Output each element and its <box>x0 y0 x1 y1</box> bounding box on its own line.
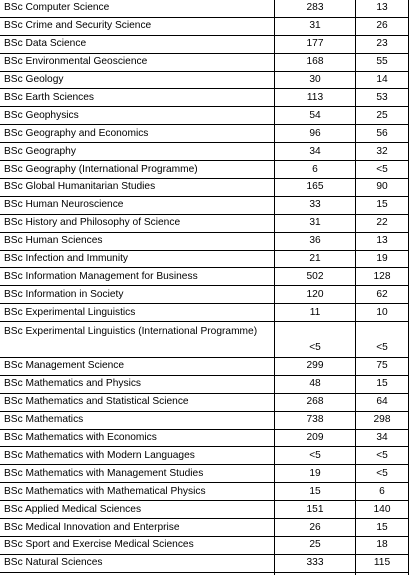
value-cell-col2: 333 <box>306 557 324 569</box>
course-name-cell: BSc Mathematics with Management Studies <box>4 467 204 479</box>
value-cell-col3: 64 <box>376 396 388 408</box>
value-cell-col3: 75 <box>376 360 388 372</box>
course-name-cell: BSc Information in Society <box>4 288 124 300</box>
value-cell-col2: 15 <box>309 485 321 497</box>
value-cell-col2: <5 <box>309 449 321 461</box>
value-cell-col2: 120 <box>306 288 324 300</box>
table-row <box>0 286 409 304</box>
value-cell-col2: 25 <box>309 539 321 551</box>
value-cell-col3: <5 <box>376 449 388 461</box>
value-cell-col3: 56 <box>376 127 388 139</box>
value-cell-col3: 13 <box>376 2 388 14</box>
value-cell-col3: 23 <box>376 38 388 50</box>
value-cell-col2: 165 <box>306 181 324 193</box>
course-name-cell: BSc Human Sciences <box>4 235 103 247</box>
value-cell-col2: 96 <box>309 127 321 139</box>
value-cell-col2: 34 <box>309 145 321 157</box>
value-cell-col2: 209 <box>306 432 324 444</box>
course-name-cell: BSc Mathematics and Physics <box>4 378 142 390</box>
value-cell-col2: 26 <box>309 521 321 533</box>
value-cell-col3: 128 <box>373 270 391 282</box>
course-name-cell: BSc Crime and Security Science <box>4 20 152 32</box>
table-row <box>0 304 409 322</box>
table-row <box>0 0 409 18</box>
table-row <box>0 90 409 108</box>
value-cell-col2: 113 <box>306 91 324 103</box>
course-name-cell: BSc Mathematics with Economics <box>4 432 157 444</box>
value-cell-col3: <5 <box>376 467 388 479</box>
table-row <box>0 483 409 501</box>
value-cell-col3: 32 <box>376 145 388 157</box>
value-cell-col3: 25 <box>376 109 388 121</box>
table-row <box>0 233 409 251</box>
course-name-cell: BSc Mathematics with Mathematical Physics <box>4 485 206 497</box>
table-row <box>0 215 409 233</box>
table-row <box>0 465 409 483</box>
value-cell-col2: 283 <box>306 2 324 14</box>
table-row <box>0 448 409 466</box>
value-cell-col3: 115 <box>373 557 391 569</box>
value-cell-col3: 15 <box>376 521 388 533</box>
course-name-cell: BSc Infection and Immunity <box>4 253 129 265</box>
table-row <box>0 36 409 54</box>
value-cell-col2: 177 <box>306 38 324 50</box>
value-cell-col3: 22 <box>376 217 388 229</box>
course-name-cell: BSc Computer Science <box>4 2 110 14</box>
value-cell-col2: 36 <box>309 235 321 247</box>
value-cell-col3: 15 <box>376 199 388 211</box>
table-row <box>0 143 409 161</box>
value-cell-col2: 151 <box>306 503 324 515</box>
course-name-cell: BSc Earth Sciences <box>4 91 95 103</box>
course-name-cell: BSc History and Philosophy of Science <box>4 217 181 229</box>
course-name-cell: BSc Environmental Geoscience <box>4 56 148 68</box>
value-cell-col2: 268 <box>306 396 324 408</box>
value-cell-col2: 30 <box>309 74 321 86</box>
value-cell-col3: 62 <box>376 288 388 300</box>
table-row <box>0 430 409 448</box>
value-cell-col3: 140 <box>373 503 391 515</box>
course-name-cell: BSc Experimental Linguistics (International Programme) <box>4 326 258 338</box>
table-row <box>0 412 409 430</box>
value-cell-col2: 738 <box>306 414 324 426</box>
table-row <box>0 269 409 287</box>
value-cell-col2: <5 <box>309 341 321 353</box>
course-name-cell: BSc Geography <box>4 145 76 157</box>
value-cell-col2: 19 <box>309 467 321 479</box>
value-cell-col3: 10 <box>376 306 388 318</box>
value-cell-col2: 21 <box>309 253 321 265</box>
value-cell-col3: 53 <box>376 91 388 103</box>
table-row <box>0 54 409 72</box>
course-name-cell: BSc Mathematics with Modern Languages <box>4 449 195 461</box>
value-cell-col3: 18 <box>376 539 388 551</box>
value-cell-col2: 299 <box>306 360 324 372</box>
course-name-cell: BSc Information Management for Business <box>4 270 198 282</box>
course-name-cell: BSc Geophysics <box>4 109 79 121</box>
table-row <box>0 376 409 394</box>
table-row <box>0 125 409 143</box>
course-name-cell: BSc Management Science <box>4 360 125 372</box>
value-cell-col3: 14 <box>376 74 388 86</box>
value-cell-col3: <5 <box>376 341 388 353</box>
value-cell-col2: 54 <box>309 109 321 121</box>
table-row <box>0 251 409 269</box>
value-cell-col3: 19 <box>376 253 388 265</box>
table-row <box>0 519 409 537</box>
value-cell-col2: 6 <box>312 163 318 175</box>
value-cell-col2: 31 <box>309 217 321 229</box>
value-cell-col3: 90 <box>376 181 388 193</box>
table-row <box>0 197 409 215</box>
table-row <box>0 322 409 358</box>
value-cell-col2: 11 <box>309 306 321 318</box>
table-row <box>0 537 409 555</box>
table-row <box>0 161 409 179</box>
table-row <box>0 72 409 90</box>
value-cell-col3: 26 <box>376 20 388 32</box>
value-cell-col3: 6 <box>379 485 385 497</box>
course-name-cell: BSc Geography (International Programme) <box>4 163 198 175</box>
table-row <box>0 501 409 519</box>
course-name-cell: BSc Human Neuroscience <box>4 199 124 211</box>
course-name-cell: BSc Applied Medical Sciences <box>4 503 142 515</box>
value-cell-col3: <5 <box>376 163 388 175</box>
value-cell-col2: 168 <box>306 56 324 68</box>
table-row <box>0 18 409 36</box>
course-name-cell: BSc Natural Sciences <box>4 557 103 569</box>
value-cell-col3: 13 <box>376 235 388 247</box>
course-name-cell: BSc Global Humanitarian Studies <box>4 181 156 193</box>
table-row <box>0 107 409 125</box>
value-cell-col2: 48 <box>309 378 321 390</box>
course-name-cell: BSc Data Science <box>4 38 87 50</box>
table-row <box>0 179 409 197</box>
course-name-cell: BSc Mathematics <box>4 414 84 426</box>
table-row <box>0 358 409 376</box>
value-cell-col3: 298 <box>373 414 391 426</box>
table-row <box>0 555 409 573</box>
value-cell-col2: 31 <box>309 20 321 32</box>
course-name-cell: BSc Geography and Economics <box>4 127 149 139</box>
table-row <box>0 394 409 412</box>
course-name-cell: BSc Mathematics and Statistical Science <box>4 396 189 408</box>
value-cell-col3: 15 <box>376 378 388 390</box>
value-cell-col2: 33 <box>309 199 321 211</box>
course-name-cell: BSc Geology <box>4 74 64 86</box>
value-cell-col2: 502 <box>306 270 324 282</box>
course-name-cell: BSc Experimental Linguistics <box>4 306 136 318</box>
course-name-cell: BSc Medical Innovation and Enterprise <box>4 521 180 533</box>
course-name-cell: BSc Sport and Exercise Medical Sciences <box>4 539 194 551</box>
value-cell-col3: 34 <box>376 432 388 444</box>
value-cell-col3: 55 <box>376 56 388 68</box>
